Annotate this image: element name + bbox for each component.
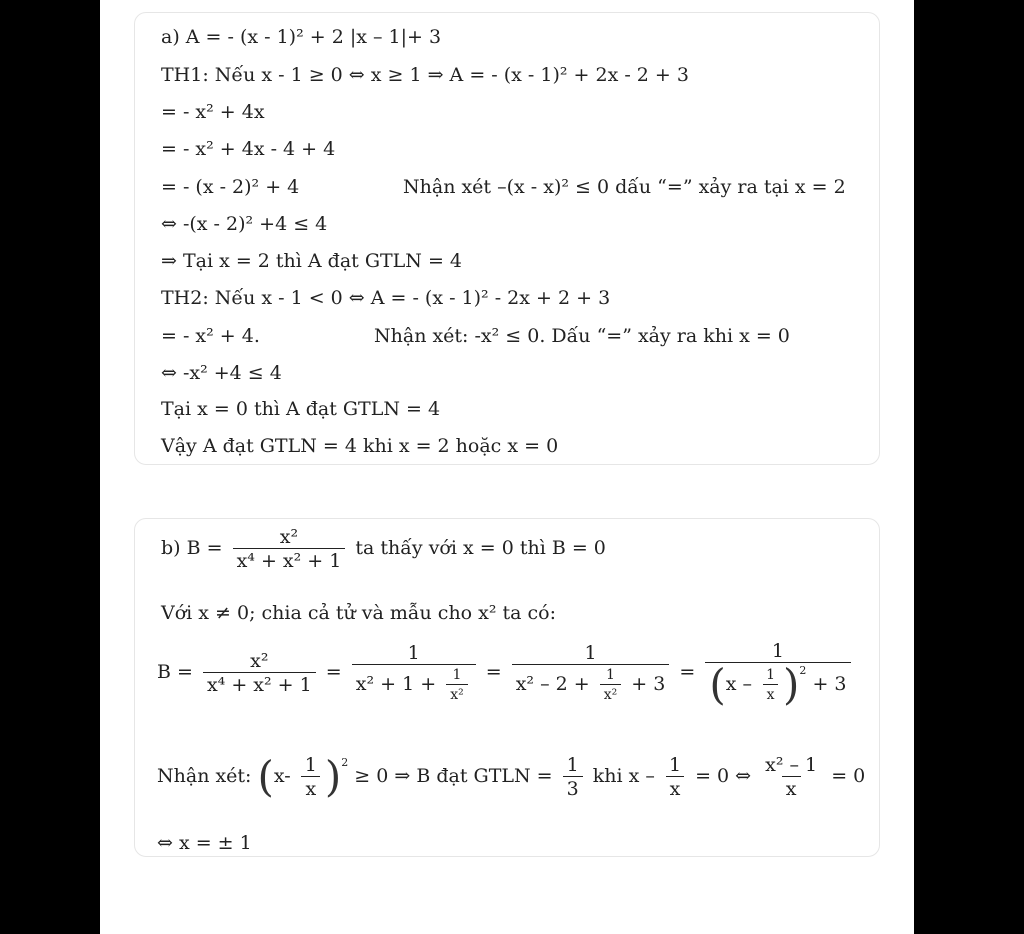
remark-khi: khi x –: [592, 765, 655, 787]
frac-num: 1: [766, 667, 775, 683]
line-b-1: [161, 527, 606, 571]
line-a-5-expr: = - (x - 2)² + 4: [161, 176, 300, 198]
frac-den: x: [763, 684, 779, 703]
fraction-one-over-x-2: [665, 755, 685, 799]
exponent: 2: [799, 664, 807, 677]
line-b-2: Với x ≠ 0; chia cả tử và mẫu cho x² ta có:: [161, 602, 557, 624]
eq-lhs: B =: [157, 661, 193, 683]
remark-end: = 0: [831, 765, 866, 787]
inner-fraction: [600, 667, 622, 703]
den-part: + 3: [631, 673, 666, 695]
remark-eq0: = 0 ⇔: [695, 765, 752, 787]
line-a-5: [161, 175, 861, 199]
frac-num: x² – 1: [765, 754, 818, 776]
line-a-9-expr: = - x² + 4.: [161, 325, 260, 347]
fraction-2: [352, 643, 476, 703]
left-paren: (: [257, 752, 274, 801]
fraction-x2-minus-1: [761, 755, 821, 799]
exponent: 2: [341, 756, 349, 769]
fraction-4: [705, 640, 850, 709]
frac-den: x²: [446, 684, 468, 703]
frac-num: 1: [452, 667, 462, 683]
equals: =: [325, 661, 342, 683]
fraction-one-third: [563, 755, 583, 799]
frac-den: x⁴ + x² + 1: [233, 548, 346, 571]
equals: =: [679, 661, 696, 683]
den-part: x –: [725, 673, 753, 695]
line-a-10: ⇔ -x² +4 ≤ 4: [161, 362, 282, 384]
frac-den: x⁴ + x² + 1: [203, 672, 316, 695]
fraction-1: [203, 651, 316, 695]
line-a-9: [161, 324, 861, 348]
line-a-11: Tại x = 0 thì A đạt GTLN = 4: [161, 398, 441, 420]
frac-num: 1: [407, 642, 420, 664]
line-a-8: TH2: Nếu x - 1 < 0 ⇔ A = - (x - 1)² - 2x + 2 + 3: [161, 287, 611, 309]
b-label: b) B =: [161, 537, 223, 559]
fraction-one-over-x: [301, 755, 321, 799]
frac-den: [352, 664, 476, 703]
solution-card-a: [134, 12, 880, 465]
inner-fraction: [762, 667, 779, 703]
frac-den: 3: [563, 776, 583, 799]
line-b-5: ⇔ x = ± 1: [157, 832, 252, 854]
frac-num: x²: [279, 526, 299, 548]
frac-num: 1: [606, 667, 615, 683]
frac-num: 1: [668, 754, 682, 776]
line-a-12: Vậy A đạt GTLN = 4 khi x = 2 hoặc x = 0: [161, 435, 559, 457]
den-part: x² – 2 +: [515, 673, 590, 695]
frac-den: [705, 660, 850, 709]
line-a-7: ⇒ Tại x = 2 thì A đạt GTLN = 4: [161, 250, 463, 272]
line-a-1: a) A = - (x - 1)² + 2 |x – 1|+ 3: [161, 26, 442, 48]
line-a-2: TH1: Nếu x - 1 ≥ 0 ⇔ x ≥ 1 ⇒ A = - (x - 1)² + 2x - 2 + 3: [161, 64, 689, 86]
paren-part: x-: [273, 765, 291, 787]
fraction-b-def: [233, 527, 346, 571]
inner-fraction: [446, 667, 468, 703]
frac-num: 1: [566, 754, 579, 776]
equals: =: [485, 661, 502, 683]
line-b-1-suffix: ta thấy với x = 0 thì B = 0: [355, 537, 606, 559]
frac-num: 1: [584, 642, 597, 664]
frac-num: x²: [250, 650, 269, 672]
left-paren: (: [709, 660, 726, 709]
frac-num: 1: [771, 640, 784, 662]
fraction-3: [512, 643, 670, 703]
frac-den: [512, 664, 670, 703]
den-part: x² + 1 +: [355, 673, 437, 695]
remark-mid: ≥ 0 ⇒ B đạt GTLN =: [354, 765, 553, 787]
document-page: [100, 0, 914, 934]
den-part: + 3: [812, 673, 847, 695]
note-2: Nhận xét: -x² ≤ 0. Dấu “=” xảy ra khi x = 0: [374, 325, 790, 347]
frac-den: x: [782, 776, 801, 799]
right-paren: ): [783, 660, 800, 709]
line-a-3: = - x² + 4x: [161, 101, 265, 123]
frac-num: 1: [304, 754, 317, 776]
line-a-4: = - x² + 4x - 4 + 4: [161, 138, 336, 160]
frac-den: x: [666, 776, 685, 799]
solution-card-b: [134, 518, 880, 857]
line-a-6: ⇔ -(x - 2)² +4 ≤ 4: [161, 213, 328, 235]
right-paren: ): [324, 752, 342, 801]
frac-den: x: [301, 776, 320, 799]
line-b-4: [157, 752, 866, 801]
note-1: Nhận xét –(x - x)² ≤ 0 dấu “=” xảy ra tại x = 2: [403, 176, 846, 198]
frac-den: x²: [600, 684, 622, 703]
line-b-3: [157, 640, 855, 709]
remark-label: Nhận xét:: [157, 765, 252, 787]
